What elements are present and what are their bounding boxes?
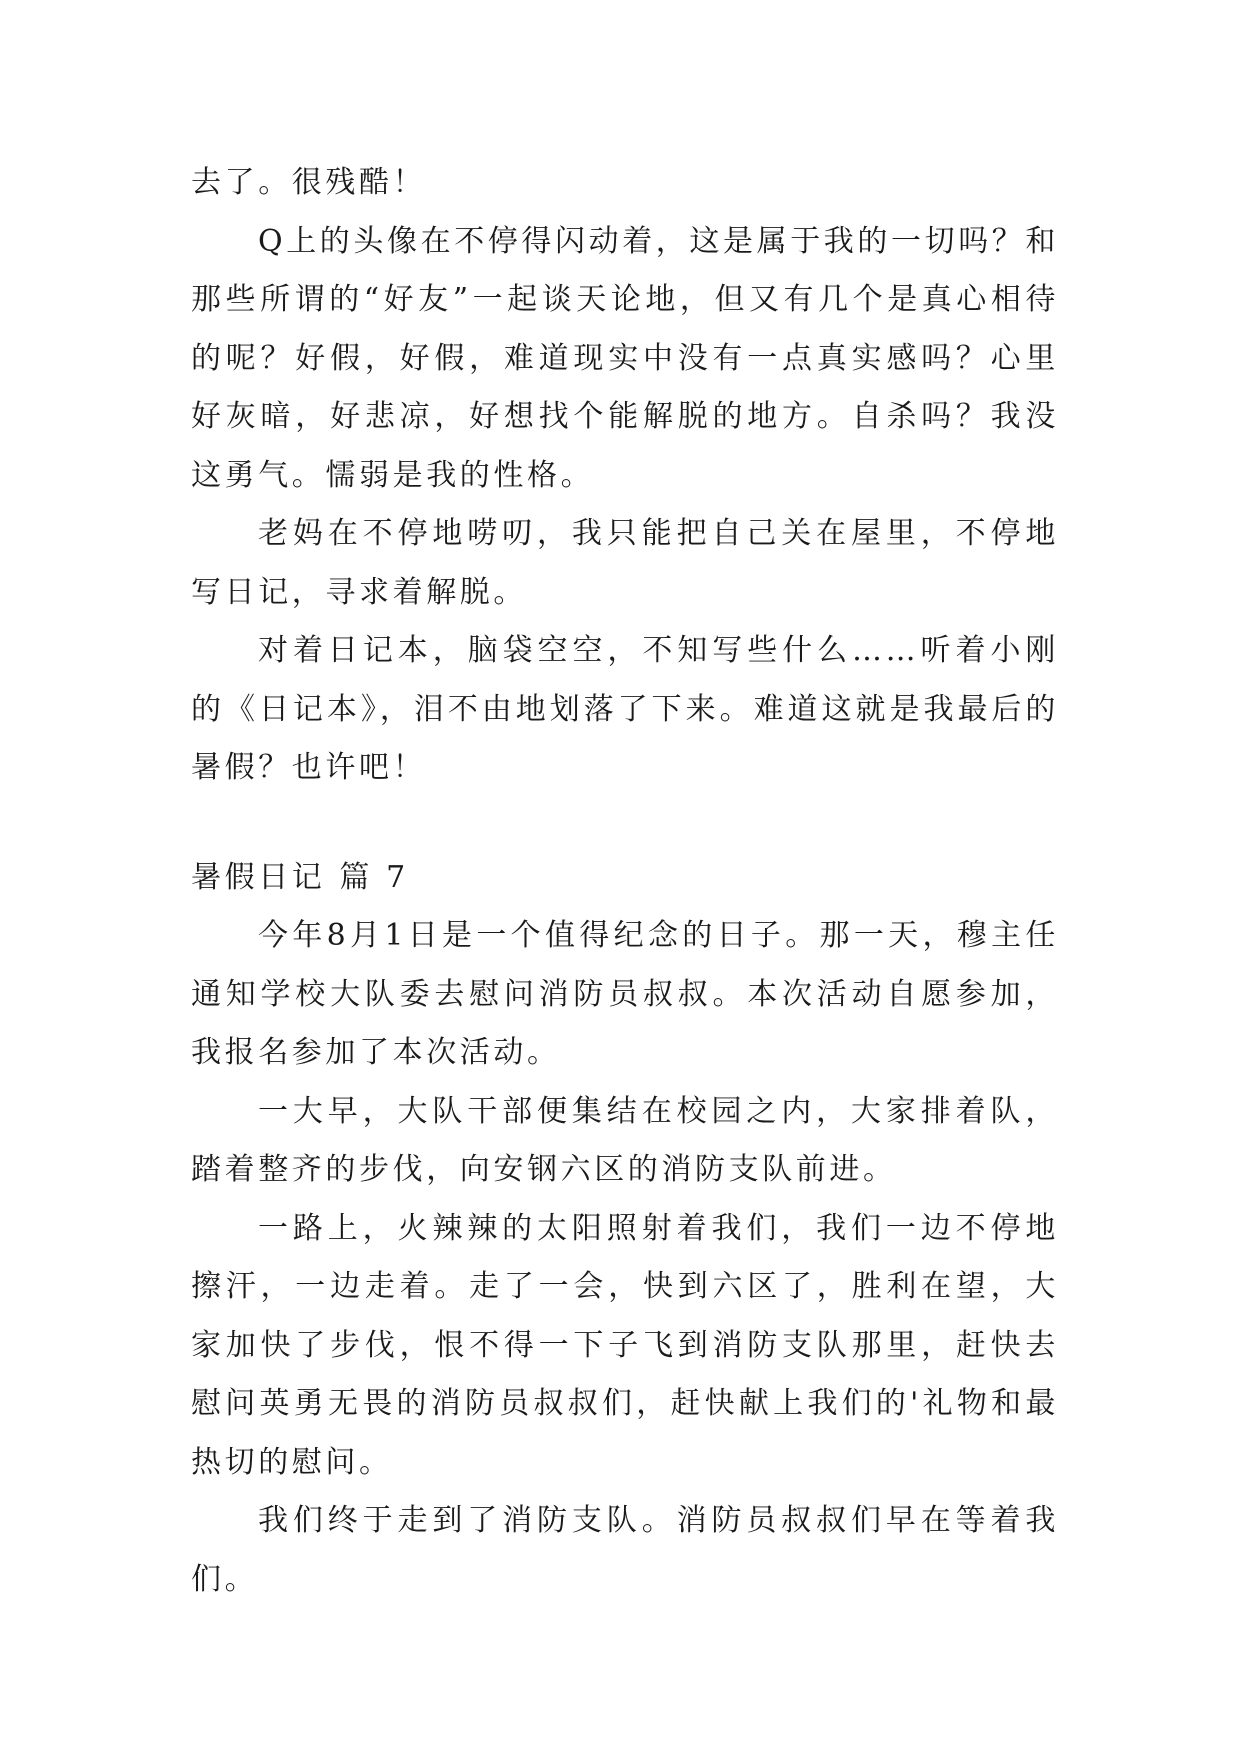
section-heading [191, 849, 1059, 908]
paragraph: 一路上，火辣辣的太阳照射着我们，我们一边不停地擦汗，一边走着。走了一会，快到六区了，胜利在望，大家加快了步伐，恨不得一下子飞到消防支队那里，赶快去慰问英勇无畏的消防员叔叔们，赶快献上我们的'礼物和最热切的慰问。 [191, 1210, 1059, 1480]
paragraph: Q上的头像在不停得闪动着，这是属于我的一切吗？和那些所谓的“好友”一起谈天论地，但又有几个是真心相待的呢？好假，好假，难道现实中没有一点真实感吗？心里好灰暗，好悲凉，好想找个能解脱的地方。自杀吗？我没这勇气。懦弱是我的性格。 [191, 223, 1059, 493]
paragraph-continuation: 去了。很残酷！ [191, 165, 427, 200]
section-number: 篇 7 [339, 859, 409, 895]
paragraph: 一大早，大队干部便集结在校园之内，大家排着队，踏着整齐的步伐，向安钢六区的消防支队前进。 [191, 1093, 1059, 1187]
paragraph: 老妈在不停地唠叨，我只能把自己关在屋里，不停地写日记，寻求着解脱。 [191, 516, 1059, 610]
paragraph: 我们终于走到了消防支队。消防员叔叔们早在等着我们。 [191, 1503, 1059, 1597]
document-body [191, 154, 1059, 1609]
paragraph: 今年8月1日是一个值得纪念的日子。那一天，穆主任通知学校大队委去慰问消防员叔叔。本次活动自愿参加，我报名参加了本次活动。 [191, 918, 1059, 1070]
paragraph: 对着日记本，脑袋空空，不知写些什么……听着小刚的《日记本》，泪不由地划落了下来。难道这就是我最后的暑假？也许吧！ [191, 633, 1059, 785]
section-title: 暑假日记 [191, 859, 326, 895]
section-spacer [191, 798, 1059, 849]
